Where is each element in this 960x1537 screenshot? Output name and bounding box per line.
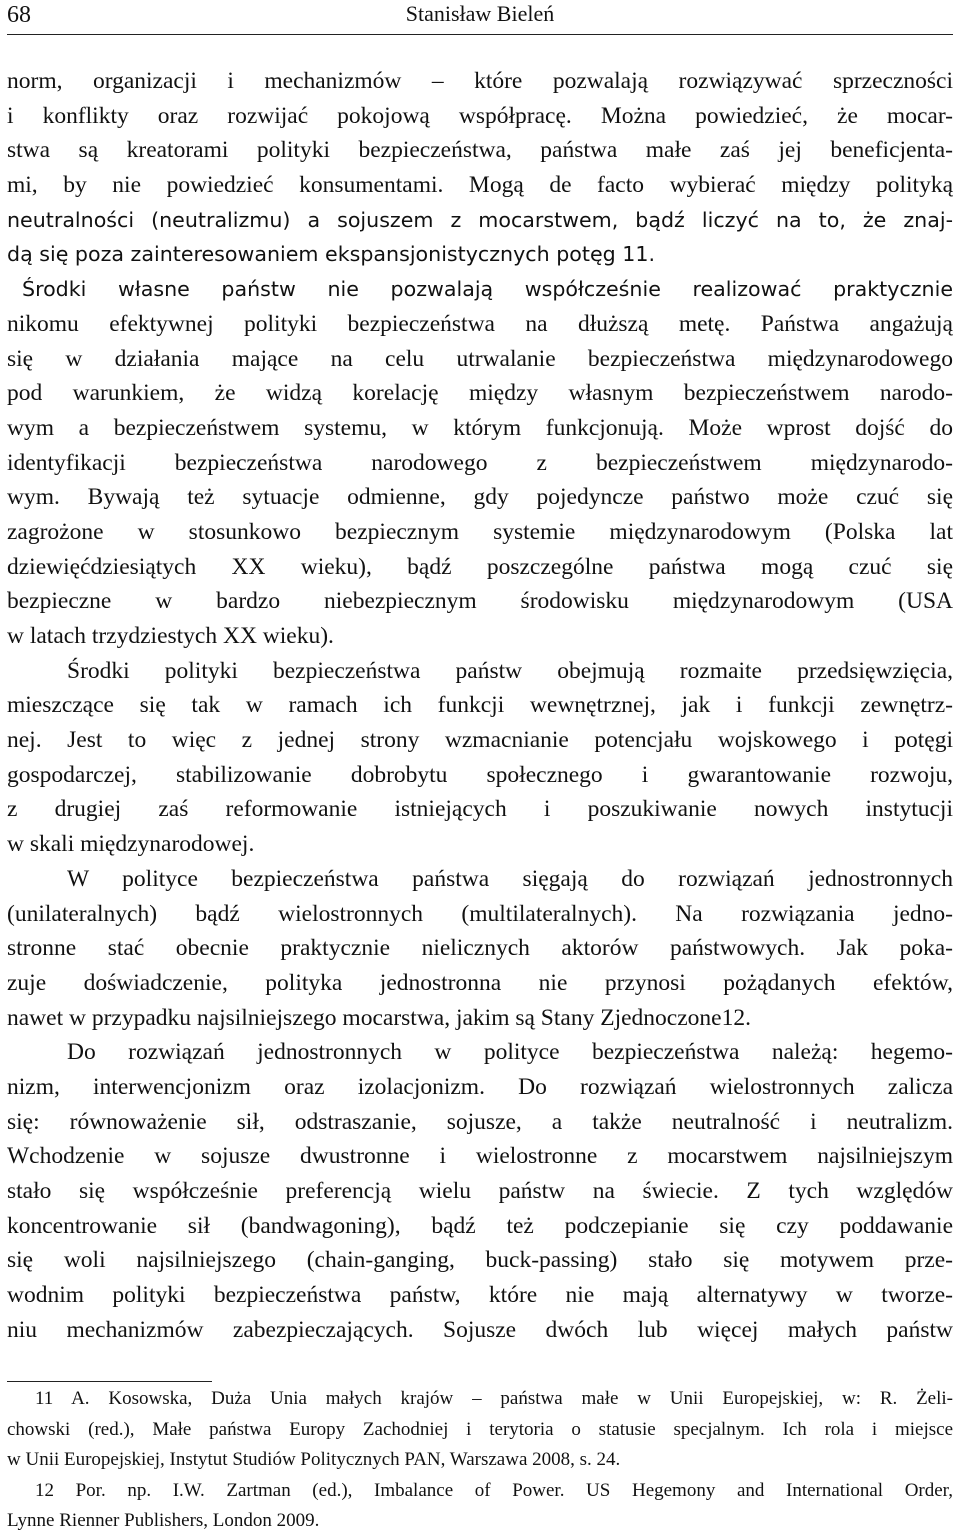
body-line: zuje doświadczenie, polityka jednostronna nie przynosi pożądanych efektów, — [7, 969, 953, 996]
body-line: nizm, interwencjonizm oraz izolacjonizm. Do rozwiązań wielostronnych zalicza — [7, 1073, 953, 1100]
body-line: Do rozwiązań jednostronnych w polityce bezpieczeństwa należą: hegemo- — [67, 1039, 953, 1066]
body-line: norm, organizacji i mechanizmów – które pozwalają rozwiązywać sprzeczności — [7, 68, 953, 94]
body-line: identyfikacji bezpieczeństwa narodowego z bezpieczeństwem międzynarodo- — [7, 449, 953, 476]
body-line: z drugiej zaś reformowanie istniejących i poszukiwanie nowych instytucji — [7, 796, 953, 823]
body-line: wym. Bywają też sytuacje odmienne, gdy pojedyncze państwo może czuć się — [7, 484, 953, 511]
body-line: w skali międzynarodowej. — [7, 831, 255, 858]
footnote-line: 12 Por. np. I.W. Zartman (ed.), Imbalance of Power. US Hegemony and International Order, — [35, 1479, 953, 1501]
body-line: mi, by nie powiedzieć konsumentami. Mogą de facto wybierać między polityką — [7, 172, 953, 199]
footnote-line: w Unii Europejskiej, Instytut Studiów Politycznych PAN, Warszawa 2008, s. 24. — [7, 1449, 621, 1470]
body-line: W polityce bezpieczeństwa państwa sięgają do rozwiązań jednostronnych — [67, 865, 953, 892]
body-line: gospodarczej, stabilizowanie dobrobytu społecznego i gwarantowanie rozwoju, — [7, 761, 953, 788]
page-header — [7, 0, 953, 35]
footnotes — [7, 1384, 953, 1537]
footnote-line: 11 A. Kosowska, Duża Unia małych krajów – państwa małe w Unii Europejskiej, w: R. Żeli- — [35, 1388, 953, 1409]
body-line: (unilateralnych) bądź wielostronnych (multilateralnych). Na rozwiązania jedno- — [7, 900, 953, 927]
body-text — [7, 64, 953, 1347]
body-line: wodnim polityki bezpieczeństwa państw, które nie mają alternatywy w tworze- — [7, 1282, 953, 1309]
footnote-line: chowski (red.), Małe państwa Europy Zachodniej i terytoria o statusie specjalnym. Ich rola i miejsce — [7, 1418, 953, 1440]
body-line: Środki polityki bezpieczeństwa państw obejmują rozmaite przedsięwzięcia, — [67, 657, 953, 684]
page-number: 68 — [7, 2, 31, 28]
body-line: zagrożone w stosunkowo bezpiecznym systemie międzynarodowym (Polska lat — [7, 518, 953, 545]
running-head: Stanisław Bieleń — [405, 1, 555, 26]
body-line: dziewięćdziesiątych XX wieku), bądź poszczególne państwa mogą czuć się — [7, 553, 953, 580]
body-line: stwa są kreatorami polityki bezpieczeństwa, państwa małe zaś jej beneficjenta- — [7, 137, 953, 164]
body-line: nej. Jest to więc z jednej strony wzmacnianie potencjału wojskowego i potęgi — [7, 727, 953, 754]
footnote-separator — [7, 1381, 212, 1382]
body-line: Środki własne państw nie pozwalają współcześnie realizować praktycznie — [22, 277, 953, 302]
body-line: bezpieczne w bardzo niebezpiecznym środowisku międzynarodowym (USA — [7, 588, 953, 615]
body-line: mieszczące się tak w ramach ich funkcji wewnętrznej, jak i funkcji zewnętrz- — [7, 692, 953, 719]
body-line: stało się współcześnie preferencją wielu państw na świecie. Z tych względów — [7, 1178, 953, 1204]
body-line: dą się poza zainteresowaniem ekspansjonistycznych potęg 11. — [7, 242, 655, 267]
body-line: neutralności (neutralizmu) a sojuszem z mocarstwem, bądź liczyć na to, że znaj- — [7, 207, 953, 232]
body-line: koncentrowanie sił (bandwagoning), bądź też podczepianie się czy poddawanie — [7, 1212, 953, 1239]
body-line: i konflikty oraz rozwijać pokojową współpracę. Można powiedzieć, że mocar- — [7, 102, 953, 129]
body-line: stronne stać obecnie praktycznie nielicznych aktorów państwowych. Jak poka- — [7, 935, 953, 962]
body-line: Wchodzenie w sojusze dwustronne i wielostronne z mocarstwem najsilniejszym — [7, 1143, 953, 1170]
body-line: w latach trzydziestych XX wieku). — [7, 623, 334, 649]
body-line: się: równoważenie sił, odstraszanie, sojusze, a także neutralność i neutralizm. — [7, 1108, 953, 1135]
body-line: wym a bezpieczeństwem systemu, w którym funkcjonują. Może wprost dojść do — [7, 414, 953, 441]
body-line: nikomu efektywnej polityki bezpieczeństwa na dłuższą metę. Państwa angażują — [7, 310, 953, 337]
footnote-line: Lynne Rienner Publishers, London 2009. — [7, 1510, 320, 1531]
body-line: się woli najsilniejszego (chain-ganging, buck-passing) stało się motywem prze- — [7, 1247, 953, 1274]
body-line: się w działania mające na celu utrwalanie bezpieczeństwa międzynarodowego — [7, 345, 953, 372]
body-line: nawet w przypadku najsilniejszego mocarstwa, jakim są Stany Zjednoczone12. — [7, 1004, 751, 1031]
body-line: niu mechanizmów zabezpieczających. Sojusze dwóch lub więcej małych państw — [7, 1316, 953, 1343]
body-line: pod warunkiem, że widzą korelację między własnym bezpieczeństwem narodo- — [7, 380, 953, 407]
